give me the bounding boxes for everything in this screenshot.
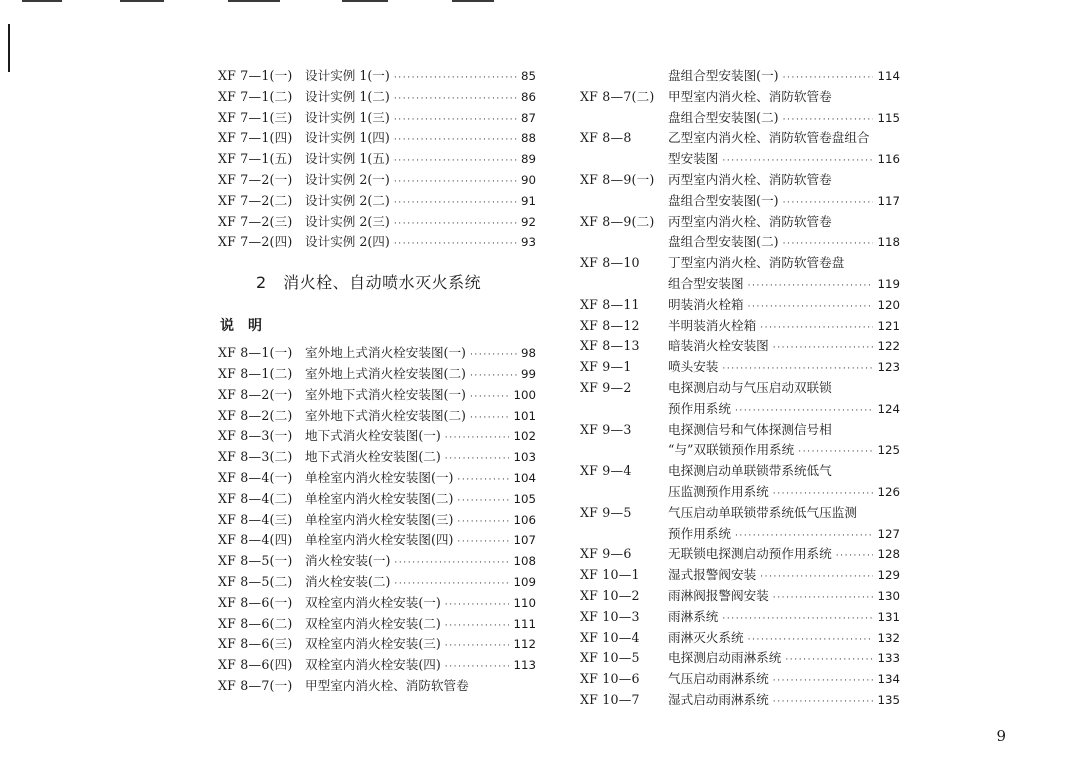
toc-entry[interactable] xyxy=(580,357,900,378)
toc-entry-page: 124 xyxy=(877,401,900,416)
dot-leader xyxy=(394,130,517,151)
toc-entry-title: 盘组合型安装图(一) xyxy=(668,68,779,83)
toc-entry-page: 110 xyxy=(513,595,536,610)
toc-entry-page: 91 xyxy=(520,193,536,208)
toc-entry-title: 组合型安装图 xyxy=(668,275,744,291)
toc-entry[interactable] xyxy=(580,253,900,274)
toc-entry-page: 117 xyxy=(877,193,900,208)
toc-entry-title: 湿式报警阀安装 xyxy=(668,567,757,583)
toc-entry-page: 133 xyxy=(877,651,900,666)
toc-entry[interactable] xyxy=(218,634,536,655)
toc-left-column xyxy=(218,66,536,697)
toc-entry-code: XF 8—11 xyxy=(580,296,640,312)
toc-entry-code: XF 10—7 xyxy=(580,691,640,707)
toc-entry-title: 单栓室内消火栓安装图(二) xyxy=(305,490,454,506)
toc-entry-title: 预作用系统 xyxy=(668,400,731,416)
toc-group-xf8 xyxy=(218,343,536,676)
toc-entry[interactable] xyxy=(218,447,536,468)
toc-entry-title: 单栓室内消火栓安装图(一) xyxy=(305,469,454,485)
toc-group-xf7 xyxy=(218,66,536,253)
toc-entry-title: 室外地下式消火栓安装图(一) xyxy=(305,386,466,402)
dot-leader xyxy=(760,567,873,588)
toc-entry[interactable] xyxy=(580,482,900,503)
toc-entry-title: 设计实例 1(三) xyxy=(305,109,390,125)
dot-leader xyxy=(394,193,517,214)
toc-entry-page: 89 xyxy=(520,152,536,167)
toc-entry-page: 125 xyxy=(877,443,900,458)
dot-leader xyxy=(445,636,510,657)
toc-entry[interactable] xyxy=(218,426,536,447)
dot-leader xyxy=(722,151,873,172)
toc-entry-code: XF 9—2 xyxy=(580,379,632,395)
toc-entry[interactable] xyxy=(218,676,536,697)
toc-entry-page: 118 xyxy=(877,235,900,250)
toc-entry-page: 109 xyxy=(513,574,536,589)
toc-entry-page: 88 xyxy=(520,131,536,146)
dot-leader xyxy=(445,616,510,637)
toc-entry-code: XF 9—1 xyxy=(580,359,632,375)
dot-leader xyxy=(748,276,874,297)
toc-entry[interactable] xyxy=(218,655,536,676)
toc-entry-title: “与”双联锁预作用系统 xyxy=(668,442,795,458)
toc-entry[interactable] xyxy=(218,364,536,385)
dot-leader xyxy=(394,214,517,235)
toc-entry-code: XF 8—2(一) xyxy=(218,386,293,402)
toc-entry-title: 压监测预作用系统 xyxy=(668,483,769,499)
toc-entry[interactable] xyxy=(218,232,536,253)
toc-entry[interactable] xyxy=(218,551,536,572)
toc-entry[interactable] xyxy=(580,316,900,337)
toc-entry-title: 甲型室内消火栓、消防软管卷 xyxy=(305,677,469,693)
toc-entry-code: XF 9—5 xyxy=(580,504,632,520)
toc-entry-title: 甲型室内消火栓、消防软管卷 xyxy=(668,88,832,104)
dot-leader xyxy=(457,532,509,553)
dot-leader xyxy=(773,588,874,609)
toc-entry-page: 132 xyxy=(877,630,900,645)
dot-leader xyxy=(773,692,874,713)
dot-leader xyxy=(394,68,517,89)
toc-entry-code: XF 8—6(三) xyxy=(218,636,293,652)
toc-entry[interactable] xyxy=(218,128,536,149)
toc-entry-code: XF 10—2 xyxy=(580,587,640,603)
toc-entry-title: 丙型室内消火栓、消防软管卷 xyxy=(668,171,832,187)
toc-entry-code: XF 8—1(一) xyxy=(218,345,293,361)
toc-entry[interactable] xyxy=(580,607,900,628)
toc-entry-code: XF 8—3(一) xyxy=(218,428,293,444)
dot-leader xyxy=(760,318,873,339)
toc-entry-code: XF 8—6(二) xyxy=(218,615,293,631)
toc-entry-page: 106 xyxy=(513,512,536,527)
dot-leader xyxy=(394,553,509,574)
toc-entry-page: 86 xyxy=(520,89,536,104)
toc-entry-code: XF 8—5(一) xyxy=(218,553,293,569)
toc-entry[interactable] xyxy=(218,468,536,489)
toc-entry[interactable] xyxy=(580,628,900,649)
dot-leader xyxy=(445,595,510,616)
toc-entry[interactable] xyxy=(580,461,900,482)
toc-entry-title: 室外地上式消火栓安装图(二) xyxy=(305,365,466,381)
dot-leader xyxy=(470,366,517,387)
toc-entry[interactable] xyxy=(580,544,900,565)
toc-entry-code: XF 9—6 xyxy=(580,546,632,562)
dot-leader xyxy=(748,297,874,318)
toc-entry-page: 100 xyxy=(513,387,536,402)
toc-entry-page: 98 xyxy=(520,346,536,361)
toc-entry-title: 电探测信号和气体探测信号相 xyxy=(668,421,832,437)
subheading: 说明 xyxy=(220,318,276,335)
toc-entry[interactable] xyxy=(580,274,900,295)
dot-leader xyxy=(394,89,517,110)
binding-mark xyxy=(8,24,10,72)
toc-entry-code: XF 10—6 xyxy=(580,671,640,687)
dot-leader xyxy=(457,470,509,491)
toc-entry-code: XF 8—4(二) xyxy=(218,490,293,506)
toc-entry[interactable] xyxy=(580,170,900,191)
toc-entry-page: 105 xyxy=(513,491,536,506)
toc-entry-title: 双栓室内消火栓安装(一) xyxy=(305,594,441,610)
toc-entry[interactable] xyxy=(218,66,536,87)
dot-leader xyxy=(783,234,874,255)
toc-entry-title: 盘组合型安装图(一) xyxy=(668,192,779,208)
toc-entry-title: 设计实例 2(一) xyxy=(305,171,390,187)
toc-entry-title: 设计实例 1(五) xyxy=(305,151,390,167)
toc-entry-page: 108 xyxy=(513,554,536,569)
toc-group-right xyxy=(580,66,900,711)
toc-entry[interactable] xyxy=(218,108,536,129)
toc-entry-page: 87 xyxy=(520,110,536,125)
toc-entry-title: 地下式消火栓安装图(一) xyxy=(305,428,441,444)
toc-entry-title: 盘组合型安装图(二) xyxy=(668,109,779,125)
toc-entry-code: XF 7—1(二) xyxy=(218,88,293,104)
toc-entry-title: 消火栓安装(二) xyxy=(305,573,391,589)
toc-entry-code: XF 8—12 xyxy=(580,317,640,333)
toc-entry-code: XF 7—1(五) xyxy=(218,151,293,167)
dot-leader xyxy=(394,151,517,172)
dot-leader xyxy=(470,345,517,366)
toc-entry-page: 90 xyxy=(520,172,536,187)
dot-leader xyxy=(394,574,509,595)
toc-entry-title: 雨淋灭火系统 xyxy=(668,629,744,645)
toc-entry-title: 设计实例 2(四) xyxy=(305,234,390,250)
toc-entry-code: XF 7—2(三) xyxy=(218,213,293,229)
top-rule xyxy=(452,0,494,2)
toc-entry-code: XF 8—4(四) xyxy=(218,532,293,548)
toc-entry[interactable] xyxy=(218,489,536,510)
toc-entry-title: 室外地下式消火栓安装图(二) xyxy=(305,407,466,423)
page-number: 9 xyxy=(996,727,1006,745)
toc-entry-title: 电探测启动单联锁带系统低气 xyxy=(668,463,832,479)
toc-entry-code: XF 10—1 xyxy=(580,567,640,583)
toc-entry-page: 130 xyxy=(877,588,900,603)
dot-leader xyxy=(470,387,510,408)
toc-entry-code: XF 8—9(二) xyxy=(580,213,655,229)
toc-entry[interactable] xyxy=(218,191,536,212)
toc-entry-page: 129 xyxy=(877,568,900,583)
toc-entry-code: XF 8—4(一) xyxy=(218,469,293,485)
dot-leader xyxy=(783,193,874,214)
top-rule xyxy=(22,0,62,2)
toc-entry[interactable] xyxy=(580,420,900,441)
toc-entry[interactable] xyxy=(580,503,900,524)
toc-entry-title: 设计实例 2(二) xyxy=(305,192,390,208)
toc-entry-code: XF 8—13 xyxy=(580,338,640,354)
dot-leader xyxy=(773,484,874,505)
toc-entry[interactable] xyxy=(580,108,900,129)
toc-entry-title: 丁型室内消火栓、消防软管卷盘 xyxy=(668,255,845,271)
toc-entry-page: 104 xyxy=(513,470,536,485)
toc-entry-page: 131 xyxy=(877,609,900,624)
toc-entry-code: XF 8—6(四) xyxy=(218,657,293,673)
toc-entry-page: 127 xyxy=(877,526,900,541)
toc-entry-page: 99 xyxy=(520,366,536,381)
toc-entry-code: XF 8—3(二) xyxy=(218,449,293,465)
toc-entry-title: 盘组合型安装图(二) xyxy=(668,234,779,250)
toc-entry-title: 双栓室内消火栓安装(三) xyxy=(305,636,441,652)
toc-entry-page: 116 xyxy=(877,152,900,167)
top-rule xyxy=(342,0,388,2)
toc-entry[interactable] xyxy=(580,149,900,170)
toc-entry-code: XF 8—5(二) xyxy=(218,573,293,589)
dot-leader xyxy=(394,110,517,131)
dot-leader xyxy=(773,338,874,359)
dot-leader xyxy=(470,408,510,429)
toc-entry[interactable] xyxy=(580,586,900,607)
dot-leader xyxy=(457,491,509,512)
toc-entry-code: XF 7—1(一) xyxy=(218,68,293,83)
toc-entry-title: 设计实例 2(三) xyxy=(305,213,390,229)
dot-leader xyxy=(798,442,873,463)
toc-entry-code: XF 8—7(一) xyxy=(218,677,293,693)
toc-entry-code: XF 8—10 xyxy=(580,255,640,271)
toc-entry-title: 室外地上式消火栓安装图(一) xyxy=(305,345,466,361)
toc-entry[interactable] xyxy=(580,524,900,545)
top-rule xyxy=(228,0,280,2)
toc-entry-title: 设计实例 1(四) xyxy=(305,130,390,146)
toc-entry-title: 气压启动雨淋系统 xyxy=(668,671,769,687)
toc-entry[interactable] xyxy=(580,87,900,108)
toc-entry-title: 湿式启动雨淋系统 xyxy=(668,691,769,707)
toc-entry-title: 无联锁电探测启动预作用系统 xyxy=(668,546,832,562)
toc-entry-page: 123 xyxy=(877,360,900,375)
toc-entry-title: 单栓室内消火栓安装图(四) xyxy=(305,532,454,548)
dot-leader xyxy=(457,512,509,533)
toc-entry[interactable] xyxy=(580,565,900,586)
toc-entry-code: XF 7—2(二) xyxy=(218,192,293,208)
toc-entry-title: 电探测启动与气压启动双联锁 xyxy=(668,379,832,395)
toc-entry[interactable] xyxy=(218,212,536,233)
toc-entry-title: 明装消火栓箱 xyxy=(668,296,744,312)
toc-entry[interactable] xyxy=(218,406,536,427)
toc-entry-title: 气压启动单联锁带系统低气压监测 xyxy=(668,504,857,520)
dot-leader xyxy=(722,609,873,630)
toc-entry-code: XF 9—3 xyxy=(580,421,632,437)
toc-entry-page: 128 xyxy=(877,547,900,562)
dot-leader xyxy=(773,671,874,692)
toc-entry[interactable] xyxy=(580,295,900,316)
toc-entry-code: XF 8—9(一) xyxy=(580,171,655,187)
toc-entry-page: 101 xyxy=(513,408,536,423)
toc-entry-code: XF 8—4(三) xyxy=(218,511,293,527)
toc-right-column xyxy=(580,66,900,711)
toc-entry-title: 丙型室内消火栓、消防软管卷 xyxy=(668,213,832,229)
toc-entry-page: 120 xyxy=(877,297,900,312)
dot-leader xyxy=(735,526,874,547)
dot-leader xyxy=(748,630,874,651)
toc-entry[interactable] xyxy=(218,385,536,406)
toc-entry-page: 111 xyxy=(513,616,536,631)
toc-entry-code: XF 8—8 xyxy=(580,130,632,146)
toc-entry-code: XF 7—2(一) xyxy=(218,171,293,187)
toc-entry[interactable] xyxy=(218,614,536,635)
toc-entry[interactable] xyxy=(580,378,900,399)
dot-leader xyxy=(722,359,873,380)
dot-leader xyxy=(394,234,517,255)
toc-entry-title: 暗装消火栓安装图 xyxy=(668,338,769,354)
dot-leader xyxy=(836,546,874,567)
toc-entry[interactable] xyxy=(580,336,900,357)
toc-entry[interactable] xyxy=(580,212,900,233)
toc-entry-code: XF 9—4 xyxy=(580,463,632,479)
toc-entry-page: 115 xyxy=(877,110,900,125)
toc-entry-title: 雨淋阀报警阀安装 xyxy=(668,587,769,603)
toc-entry[interactable] xyxy=(218,572,536,593)
toc-entry-page: 107 xyxy=(513,533,536,548)
toc-entry[interactable] xyxy=(218,170,536,191)
toc-entry-title: 半明装消火栓箱 xyxy=(668,317,757,333)
toc-entry[interactable] xyxy=(218,149,536,170)
dot-leader xyxy=(445,428,510,449)
dot-leader xyxy=(735,401,874,422)
toc-entry-code: XF 8—2(二) xyxy=(218,407,293,423)
toc-entry-code: XF 7—2(四) xyxy=(218,234,293,250)
toc-entry[interactable] xyxy=(218,530,536,551)
dot-leader xyxy=(783,68,874,89)
toc-entry-page: 92 xyxy=(520,214,536,229)
toc-entry-code: XF 8—1(二) xyxy=(218,365,293,381)
toc-entry-code: XF 7—1(四) xyxy=(218,130,293,146)
toc-entry-code: XF 7—1(三) xyxy=(218,109,293,125)
dot-leader xyxy=(445,657,510,678)
toc-entry-page: 121 xyxy=(877,318,900,333)
toc-entry-page: 134 xyxy=(877,672,900,687)
toc-entry-title: 地下式消火栓安装图(二) xyxy=(305,449,441,465)
toc-entry-title: 单栓室内消火栓安装图(三) xyxy=(305,511,454,527)
dot-leader xyxy=(394,172,517,193)
toc-entry[interactable] xyxy=(218,593,536,614)
toc-entry-page: 135 xyxy=(877,692,900,707)
toc-entry-page: 113 xyxy=(513,658,536,673)
toc-entry-page: 119 xyxy=(877,276,900,291)
toc-entry[interactable] xyxy=(218,343,536,364)
toc-entry-title: 型安装图 xyxy=(668,151,719,167)
toc-entry-code: XF 10—5 xyxy=(580,650,640,666)
toc-entry[interactable] xyxy=(580,690,900,711)
toc-entry[interactable] xyxy=(580,648,900,669)
dot-leader xyxy=(785,650,873,671)
toc-entry-code: XF 8—7(二) xyxy=(580,88,655,104)
toc-entry[interactable] xyxy=(218,510,536,531)
toc-entry-page: 102 xyxy=(513,429,536,444)
toc-entry-title: 乙型室内消火栓、消防软管卷盘组合 xyxy=(668,130,870,146)
toc-entry-title: 消火栓安装(一) xyxy=(305,553,391,569)
toc-entry-page: 112 xyxy=(513,637,536,652)
section-heading: 2 消火栓、自动喷水灭火系统 xyxy=(256,273,482,293)
dot-leader xyxy=(445,449,510,470)
toc-entry[interactable] xyxy=(580,399,900,420)
toc-entry-title: 设计实例 1(一) xyxy=(305,68,390,83)
toc-entry-page: 85 xyxy=(520,69,536,83)
toc-entry[interactable] xyxy=(218,87,536,108)
toc-entry-title: 电探测启动雨淋系统 xyxy=(668,650,782,666)
toc-entry-title: 喷头安装 xyxy=(668,359,719,375)
toc-entry-page: 126 xyxy=(877,484,900,499)
toc-entry-page: 103 xyxy=(513,450,536,465)
toc-entry-code: XF 10—3 xyxy=(580,608,640,624)
toc-entry-title: 设计实例 1(二) xyxy=(305,88,390,104)
toc-entry[interactable] xyxy=(580,669,900,690)
toc-entry-code: XF 10—4 xyxy=(580,629,640,645)
toc-entry-title: 双栓室内消火栓安装(二) xyxy=(305,615,441,631)
toc-entry[interactable] xyxy=(580,128,900,149)
toc-entry[interactable] xyxy=(580,66,900,87)
toc-entry-title: 双栓室内消火栓安装(四) xyxy=(305,657,441,673)
toc-entry-title: 雨淋系统 xyxy=(668,608,719,624)
toc-entry[interactable] xyxy=(580,191,900,212)
toc-entry-title: 预作用系统 xyxy=(668,525,731,541)
toc-entry[interactable] xyxy=(580,440,900,461)
toc-entry-page: 93 xyxy=(520,235,536,250)
dot-leader xyxy=(783,110,874,131)
toc-entry-page: 122 xyxy=(877,339,900,354)
top-rule xyxy=(120,0,164,2)
toc-entry[interactable] xyxy=(580,232,900,253)
toc-entry-page: 114 xyxy=(877,69,900,83)
toc-entry-code: XF 8—6(一) xyxy=(218,594,293,610)
